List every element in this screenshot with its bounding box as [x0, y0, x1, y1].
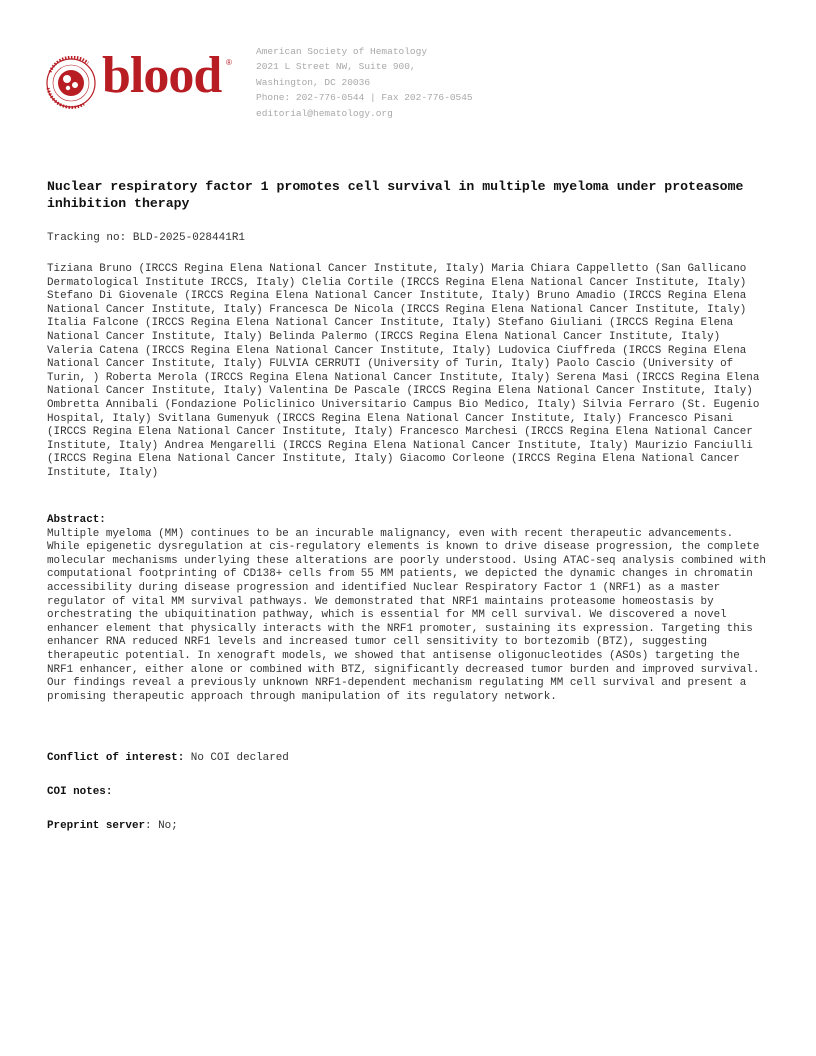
address-line: 2021 L Street NW, Suite 900,	[256, 61, 416, 73]
publisher-address	[256, 44, 473, 121]
blood-journal-logo	[44, 47, 244, 110]
preprint-field	[47, 820, 178, 832]
coi-notes-label: COI notes:	[47, 786, 113, 798]
address-line: Phone: 202-776-0544 | Fax 202-776-0545	[256, 92, 473, 104]
abstract-section	[47, 514, 771, 704]
ash-seal-icon	[44, 56, 106, 110]
registered-mark: ®	[226, 58, 232, 67]
logo-wordmark: blood	[102, 47, 222, 104]
abstract-text: Multiple myeloma (MM) continues to be an incurable malignancy, even with recent therapeutic advancements. While epigenetic dysregulation at cis-regulatory elements is known to drive disease progression, the complete molecular mechanisms underlying these alterations are poorly understood. Using ATAC-seq analysis combined with computational footprinting of CD138+ cells from 55 MM patients, we depicted the dynamic changes in chromatin accessibility during disease progression and identified Nuclear Respiratory Factor 1 (NRF1) as a master regulator of vital MM survival pathways. We demonstrated that NRF1 maintains proteasome homeostasis by orchestrating the ubiquitination pathway, which is essential for MM cell survival. We discovered a novel enhancer element that physically interacts with the NRF1 promoter, sustaining its expression. Targeting this enhancer RNA reduced NRF1 levels and increased tumor cell sensitivity to bortezomib (BTZ), suggesting therapeutic potential. In xenograft models, we showed that antisense oligonucleotides (ASOs) targeting the NRF1 enhancer, either alone or combined with BTZ, significantly decreased tumor burden and improved survival. Our findings reveal a previously unknown NRF1-dependent mechanism regulating MM cell survival and present a promising therapeutic approach through manipulation of its regulatory network.	[47, 527, 766, 703]
coi-label: Conflict of interest:	[47, 752, 185, 764]
coi-notes-field	[47, 786, 112, 798]
coi-value: No COI declared	[184, 752, 289, 764]
preprint-label: Preprint server	[47, 820, 146, 832]
abstract-label: Abstract:	[47, 514, 106, 526]
email-link[interactable]: editorial@hematology.org	[256, 107, 393, 119]
preprint-value: : No;	[145, 820, 178, 832]
coi-field	[47, 752, 289, 764]
manuscript-title: Nuclear respiratory factor 1 promotes cell survival in multiple myeloma under proteasome inhibition therapy	[47, 179, 744, 211]
tracking-number: Tracking no: BLD-2025-028441R1	[47, 232, 246, 244]
address-line: Washington, DC 20036	[256, 76, 371, 88]
author-list: Tiziana Bruno (IRCCS Regina Elena National Cancer Institute, Italy) Maria Chiara Cappelletto (San Gallicano Dermatological Institute IRCCS, Italy) Clelia Cortile (IRCCS Regina Elena National Cancer Institute, Italy) Stefano Di Giovenale (IRCCS Regina Elena National Cancer Institute, Italy) Bruno Amadio (IRCCS Regina Elena National Cancer Institute, Italy) Francesca De Nicola (IRCCS Regina Elena National Cancer Institute, Italy) Italia Falcone (IRCCS Regina Elena National Cancer Institute, Italy) Stefano Giuliani (IRCCS Regina Elena National Cancer Institute, Italy) Belinda Palermo (IRCCS Regina Elena National Cancer Institute, Italy) Valeria Catena (IRCCS Regina Elena National Cancer Institute, Italy) Ludovica Ciuffreda (IRCCS Regina Elena National Cancer Institute, Italy) FULVIA CERRUTI (University of Turin, Italy) Paolo Cascio (University of Turin, ) Roberta Merola (IRCCS Regina Elena National Cancer Institute, Italy) Serena Masi (IRCCS Regina Elena National Cancer Institute, Italy) Valentina De Pascale (IRCCS Regina Elena National Cancer Institute, Italy) Ombretta Annibali (Fondazione Policlinico Universitario Campus Bio Medico, Italy) Silvia Ferraro (St. Eugenio Hospital, Italy) Svitlana Gumenyuk (IRCCS Regina Elena National Cancer Institute, Italy) Francesco Pisani (IRCCS Regina Elena National Cancer Institute, Italy) Francesco Marchesi (IRCCS Regina Elena National Cancer Institute, Italy) Andrea Mengarelli (IRCCS Regina Elena National Cancer Institute, Italy) Maurizio Fanciulli (IRCCS Regina Elena National Cancer Institute, Italy) Giacomo Corleone (IRCCS Regina Elena National Cancer Institute, Italy)	[47, 263, 760, 479]
address-line: American Society of Hematology	[256, 46, 428, 57]
